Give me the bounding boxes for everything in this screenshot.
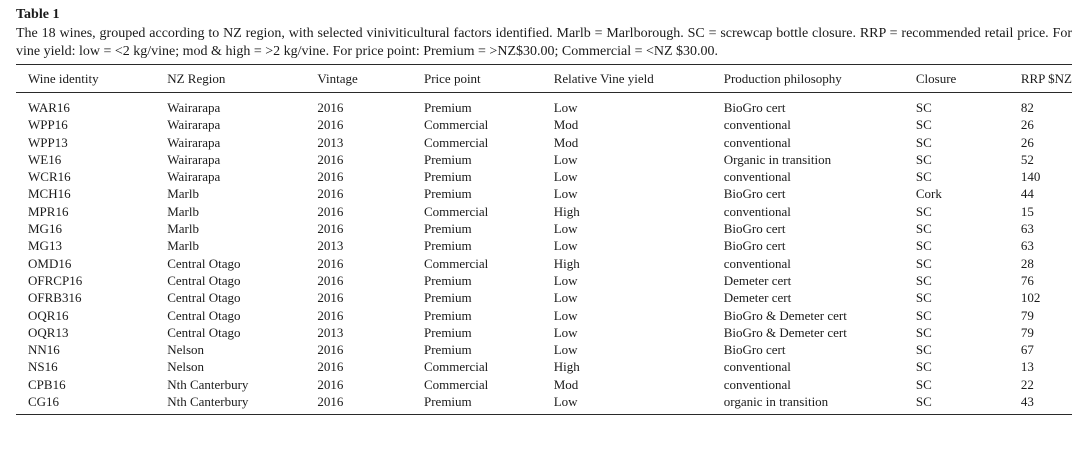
wine-table [16, 65, 1072, 410]
cell-vine-yield: Mod [553, 376, 579, 392]
cell-production-philosophy: conventional [723, 255, 791, 271]
cell-wine-identity: MPR16 [28, 203, 69, 219]
cell-rrp: 79 [1020, 324, 1034, 340]
cell-nz-region: Marlb [167, 238, 199, 254]
cell-closure: SC [915, 342, 932, 358]
cell-nz-region: Wairarapa [167, 117, 221, 133]
cell-nz-region: Wairarapa [167, 151, 221, 167]
cell-nz-region: Central Otago [167, 290, 241, 306]
cell-wine-identity: WPP13 [28, 134, 68, 150]
cell-production-philosophy: BioGro & Demeter cert [723, 324, 847, 340]
table-row [16, 151, 1072, 168]
cell-production-philosophy: conventional [723, 117, 791, 133]
cell-vintage: 2013 [317, 324, 344, 340]
cell-vintage: 2016 [317, 376, 344, 392]
cell-nz-region: Wairarapa [167, 134, 221, 150]
cell-rrp: 22 [1020, 376, 1034, 392]
header-vine-yield: Relative Vine yield [553, 70, 654, 86]
cell-rrp: 63 [1020, 238, 1034, 254]
table-row [16, 93, 1072, 117]
cell-wine-identity: OFRCP16 [28, 272, 83, 288]
cell-price-point: Premium [423, 221, 472, 237]
cell-production-philosophy: BioGro & Demeter cert [723, 307, 847, 323]
cell-closure: SC [915, 238, 932, 254]
table-row [16, 237, 1072, 254]
cell-vine-yield: Low [553, 290, 578, 306]
bottom-rule [16, 414, 1072, 415]
header-closure: Closure [915, 70, 957, 86]
header-vintage: Vintage [317, 70, 358, 86]
cell-nz-region: Nelson [167, 359, 205, 375]
cell-rrp: 76 [1020, 272, 1034, 288]
cell-rrp: 67 [1020, 342, 1034, 358]
table-row [16, 289, 1072, 306]
cell-rrp: 15 [1020, 203, 1034, 219]
table-row [16, 185, 1072, 202]
cell-vine-yield: Low [553, 342, 578, 358]
cell-wine-identity: OMD16 [28, 255, 72, 271]
cell-vintage: 2013 [317, 238, 344, 254]
cell-vine-yield: Low [553, 394, 578, 410]
cell-wine-identity: WE16 [28, 151, 62, 167]
cell-price-point: Premium [423, 307, 472, 323]
cell-vintage: 2016 [317, 117, 344, 133]
cell-vintage: 2016 [317, 169, 344, 185]
header-production-philosophy: Production philosophy [723, 70, 842, 86]
table-row [16, 324, 1072, 341]
header-wine-identity: Wine identity [28, 70, 99, 86]
cell-production-philosophy: organic in transition [723, 394, 829, 410]
cell-wine-identity: CPB16 [28, 376, 66, 392]
cell-price-point: Commercial [423, 376, 489, 392]
cell-wine-identity: OFRB316 [28, 290, 82, 306]
cell-production-philosophy: Organic in transition [723, 151, 832, 167]
cell-vintage: 2016 [317, 203, 344, 219]
cell-price-point: Commercial [423, 359, 489, 375]
table-caption: The 18 wines, grouped according to NZ region, with selected viniviticultural factors identified. Marlb = Marlborough. SC = screwcap bottle closure. RRP = recommended retail price. For vine yield: low = <2 kg/vine; mod & high = >2 kg/vine. For price point: Premium = >NZ$30.00; Commercial = <NZ $30.00. [16, 26, 1072, 59]
cell-price-point: Commercial [423, 255, 489, 271]
cell-closure: SC [915, 324, 932, 340]
cell-closure: SC [915, 290, 932, 306]
cell-nz-region: Nth Canterbury [167, 376, 249, 392]
cell-price-point: Commercial [423, 203, 489, 219]
cell-rrp: 79 [1020, 307, 1034, 323]
cell-price-point: Premium [423, 272, 472, 288]
cell-price-point: Premium [423, 324, 472, 340]
cell-wine-identity: OQR13 [28, 324, 69, 340]
cell-rrp: 63 [1020, 221, 1034, 237]
header-rrp: RRP $NZ [1020, 70, 1072, 86]
cell-vine-yield: Low [553, 221, 578, 237]
cell-closure: SC [915, 272, 932, 288]
cell-vine-yield: Low [553, 169, 578, 185]
cell-closure: Cork [915, 186, 942, 202]
cell-production-philosophy: conventional [723, 134, 791, 150]
cell-vine-yield: High [553, 203, 580, 219]
cell-nz-region: Wairarapa [167, 169, 221, 185]
cell-vintage: 2016 [317, 359, 344, 375]
cell-price-point: Premium [423, 169, 472, 185]
cell-wine-identity: OQR16 [28, 307, 69, 323]
cell-vine-yield: Low [553, 151, 578, 167]
cell-nz-region: Marlb [167, 203, 199, 219]
table-label: Table 1 [16, 7, 60, 22]
table-row [16, 307, 1072, 324]
cell-production-philosophy: conventional [723, 359, 791, 375]
cell-vine-yield: Low [553, 324, 578, 340]
table-body [16, 93, 1072, 411]
table-row [16, 358, 1072, 375]
cell-vintage: 2016 [317, 342, 344, 358]
cell-production-philosophy: BioGro cert [723, 342, 786, 358]
header-nz-region: NZ Region [167, 70, 226, 86]
cell-production-philosophy: BioGro cert [723, 221, 786, 237]
cell-price-point: Premium [423, 151, 472, 167]
table-row [16, 376, 1072, 393]
cell-vine-yield: Low [553, 238, 578, 254]
cell-vintage: 2016 [317, 186, 344, 202]
table-row [16, 116, 1072, 133]
table-row [16, 168, 1072, 185]
cell-vine-yield: Low [553, 272, 578, 288]
cell-rrp: 26 [1020, 117, 1034, 133]
cell-wine-identity: MG13 [28, 238, 62, 254]
cell-rrp: 102 [1020, 290, 1041, 306]
cell-closure: SC [915, 117, 932, 133]
cell-vine-yield: High [553, 255, 580, 271]
cell-closure: SC [915, 169, 932, 185]
cell-vintage: 2016 [317, 221, 344, 237]
cell-price-point: Commercial [423, 117, 489, 133]
cell-vintage: 2016 [317, 100, 344, 115]
cell-wine-identity: CG16 [28, 394, 60, 410]
cell-closure: SC [915, 255, 932, 271]
cell-vintage: 2016 [317, 272, 344, 288]
table-row [16, 393, 1072, 410]
cell-production-philosophy: conventional [723, 203, 791, 219]
cell-price-point: Premium [423, 342, 472, 358]
table-row [16, 203, 1072, 220]
cell-nz-region: Marlb [167, 186, 199, 202]
cell-wine-identity: MCH16 [28, 186, 71, 202]
cell-price-point: Premium [423, 186, 472, 202]
table-row [16, 272, 1072, 289]
cell-rrp: 43 [1020, 394, 1034, 410]
cell-wine-identity: MG16 [28, 221, 62, 237]
cell-vintage: 2016 [317, 290, 344, 306]
cell-closure: SC [915, 100, 932, 115]
cell-price-point: Premium [423, 100, 472, 115]
cell-wine-identity: WAR16 [28, 100, 70, 115]
cell-vintage: 2016 [317, 151, 344, 167]
cell-vintage: 2013 [317, 134, 344, 150]
cell-production-philosophy: Demeter cert [723, 272, 792, 288]
cell-closure: SC [915, 221, 932, 237]
cell-nz-region: Central Otago [167, 324, 241, 340]
cell-production-philosophy: conventional [723, 376, 791, 392]
cell-vine-yield: High [553, 359, 580, 375]
cell-vine-yield: Low [553, 186, 578, 202]
cell-closure: SC [915, 134, 932, 150]
cell-wine-identity: NN16 [28, 342, 60, 358]
cell-production-philosophy: BioGro cert [723, 100, 786, 115]
cell-vintage: 2016 [317, 255, 344, 271]
cell-vintage: 2016 [317, 307, 344, 323]
cell-rrp: 26 [1020, 134, 1034, 150]
table-row [16, 134, 1072, 151]
cell-closure: SC [915, 307, 932, 323]
cell-vine-yield: Mod [553, 134, 579, 150]
cell-wine-identity: WCR16 [28, 169, 71, 185]
table-row [16, 255, 1072, 272]
header-price-point: Price point [423, 70, 481, 86]
table-row [16, 220, 1072, 237]
cell-vine-yield: Low [553, 100, 578, 115]
cell-rrp: 28 [1020, 255, 1034, 271]
cell-rrp: 82 [1020, 100, 1034, 115]
cell-closure: SC [915, 394, 932, 410]
cell-price-point: Premium [423, 394, 472, 410]
cell-nz-region: Nth Canterbury [167, 394, 249, 410]
cell-wine-identity: WPP16 [28, 117, 68, 133]
cell-rrp: 13 [1020, 359, 1034, 375]
cell-production-philosophy: Demeter cert [723, 290, 792, 306]
cell-wine-identity: NS16 [28, 359, 58, 375]
cell-rrp: 140 [1020, 169, 1041, 185]
cell-price-point: Premium [423, 238, 472, 254]
cell-price-point: Premium [423, 290, 472, 306]
cell-nz-region: Marlb [167, 221, 199, 237]
cell-vine-yield: Mod [553, 117, 579, 133]
cell-rrp: 52 [1020, 151, 1034, 167]
cell-price-point: Commercial [423, 134, 489, 150]
cell-production-philosophy: BioGro cert [723, 238, 786, 254]
cell-nz-region: Central Otago [167, 272, 241, 288]
cell-rrp: 44 [1020, 186, 1034, 202]
cell-closure: SC [915, 151, 932, 167]
cell-production-philosophy: BioGro cert [723, 186, 786, 202]
cell-vintage: 2016 [317, 394, 344, 410]
cell-nz-region: Wairarapa [167, 100, 221, 115]
table-row [16, 341, 1072, 358]
cell-closure: SC [915, 359, 932, 375]
cell-vine-yield: Low [553, 307, 578, 323]
cell-production-philosophy: conventional [723, 169, 791, 185]
cell-nz-region: Central Otago [167, 255, 241, 271]
cell-closure: SC [915, 376, 932, 392]
cell-closure: SC [915, 203, 932, 219]
header-row [16, 65, 1072, 93]
cell-nz-region: Nelson [167, 342, 205, 358]
cell-nz-region: Central Otago [167, 307, 241, 323]
